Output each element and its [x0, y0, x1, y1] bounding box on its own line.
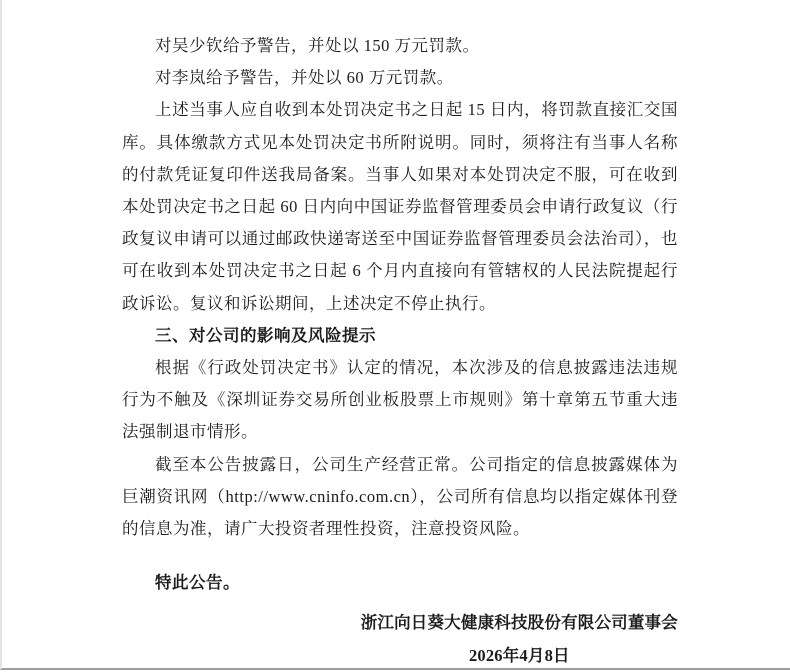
signature-block: [122, 607, 678, 671]
paragraph-disclosure-media: 截至本公告披露日，公司生产经营正常。公司指定的信息披露媒体为巨潮资讯网（http://www.cninfo.com.cn），公司所有信息均以指定媒体刊登的信息为准，请广大投资者理性投资，注意投资风险。: [122, 454, 678, 539]
signature-inner: [361, 607, 678, 671]
penalty-line-lilan: 对李岚给予警告，并处以 60 万元罚款。: [155, 68, 454, 88]
signature-date: 2026年4月8日: [468, 645, 570, 665]
signature-company-name: 浙江向日葵大健康科技股份有限公司董事会: [360, 613, 678, 633]
paragraph-payment-and-appeal: 上述当事人应自收到本处罚决定书之日起 15 日内，将罚款直接汇交国库。具体缴款方式见本处罚决定书所附说明。同时，须将注有当事人名称的付款凭证复印件送我局备案。当事人如果对本处罚决定不服，可在收到本处罚决定书之日起 60 日内向中国证券监督管理委员会申请行政复议（行政复议申请可以通过邮政快递寄送至中国证券监督管理委员会法治司），也可在收到本处罚决定书之日起 6 个月内直接向有管辖权的人民法院提起行政诉讼。复议和诉讼期间，上述决定不停止执行。: [122, 100, 678, 313]
section-heading-impact-and-risk: 三、对公司的影响及风险提示: [155, 325, 376, 345]
penalty-line-wushaoqin: 对吴少钦给予警告，并处以 150 万元罚款。: [155, 36, 480, 55]
closing-statement: 特此公告。: [155, 573, 240, 593]
paragraph-delisting-risk: 根据《行政处罚决定书》认定的情况，本次涉及的信息披露违法违规行为不触及《深圳证券交易所创业板股票上市规则》第十章第五节重大违法强制退市情形。: [122, 358, 678, 442]
